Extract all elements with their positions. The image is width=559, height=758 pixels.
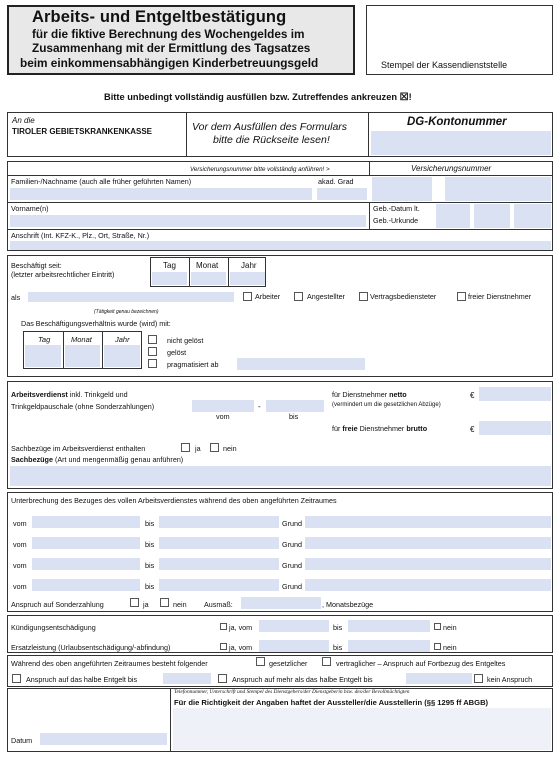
divider — [63, 331, 64, 369]
activity-hint: (Tätigkeit genau bezeichnen) — [94, 309, 159, 315]
bonus-no-label: nein — [173, 600, 187, 609]
addressee-name: TIROLER GEBIETSKRANKENKASSE — [12, 127, 153, 136]
termination-from-field[interactable] — [259, 620, 329, 632]
contractual-label: vertraglicher – Anspruch auf Fortbezug des Entgeltes — [336, 659, 506, 668]
type-freier-dienstnehmer-checkbox[interactable] — [457, 292, 466, 301]
relation-col-year: Jahr — [115, 335, 130, 344]
insurance-hint: Versicherungsnummer bitte vollständig anführen! > — [190, 166, 330, 173]
earnings-label-2: Trinkgeldpauschale (ohne Sonderzahlungen) — [11, 402, 155, 411]
divider — [369, 202, 370, 229]
no-claim-checkbox[interactable] — [474, 674, 483, 683]
type-arbeiter-label: Arbeiter — [255, 292, 281, 301]
backside-note-2: bitte die Rückseite lesen! — [213, 134, 330, 146]
since-year-field[interactable] — [230, 272, 265, 285]
date-label: Datum — [11, 736, 33, 745]
col-month: Monat — [196, 261, 219, 270]
addressee-label: An die — [12, 116, 35, 125]
as-label: als — [11, 293, 21, 302]
pragmatised-checkbox[interactable] — [148, 359, 157, 368]
interruption-to-label: bis — [145, 540, 155, 549]
form-subtitle-2: Zusammenhang mit der Ermittlung des Tagsatzes — [32, 41, 311, 55]
birthdate-month-field[interactable] — [474, 204, 510, 228]
termination-to-field[interactable] — [348, 620, 430, 632]
replacement-yes-label: ja, vom — [229, 643, 253, 652]
monthly-label: , Monatsbezüge — [322, 600, 374, 609]
interruption-reason-field[interactable] — [305, 516, 551, 528]
form-title: Arbeits- und Entgeltbestätigung — [32, 8, 287, 26]
signature-hint: Telefonnummer, Unterschrift und Stempel des Dienstgebers/der Dienstgeberin bzw. des/der Bevollmächtigten — [174, 689, 410, 695]
replacement-from-field[interactable] — [259, 640, 329, 652]
pragmatised-label: pragmatisiert ab — [167, 360, 219, 369]
stamp-label: Stempel der Kassendienststelle — [381, 60, 508, 70]
net-currency: € — [470, 391, 475, 400]
firstname-label: Vorname(n) — [11, 204, 49, 213]
address-field[interactable] — [10, 241, 551, 250]
employed-since-hint: (letzter arbeitsrechtlicher Eintritt) — [11, 270, 115, 279]
contractual-checkbox[interactable] — [322, 657, 331, 666]
gross-currency: € — [470, 425, 475, 434]
checked-box-icon: ☒ — [399, 92, 409, 103]
interruption-to-label: bis — [145, 561, 155, 570]
replacement-no-label: nein — [443, 643, 457, 652]
more-than-half-label: Anspruch auf mehr als das halbe Entgelt bis — [232, 675, 373, 684]
extent-label: Ausmaß: — [204, 600, 233, 609]
earnings-from-label: vom — [216, 412, 230, 421]
interruption-from-field[interactable] — [32, 579, 140, 591]
interruption-box — [7, 492, 553, 612]
termination-yes-label: ja, vom — [229, 623, 253, 632]
name-label: Familien-/Nachname (auch alle früher geführten Namen) — [11, 177, 192, 186]
interruption-to-field[interactable] — [159, 537, 279, 549]
relation-label: Das Beschäftigungsverhältnis wurde (wird) mit: — [21, 319, 171, 328]
backside-note-1: Vor dem Ausfüllen des Formulars — [192, 121, 348, 133]
liability-note: Für die Richtigkeit der Angaben haftet der Aussteller/die Ausstellerin (§§ 1295 ff ABGB) — [174, 698, 489, 707]
divider — [189, 257, 190, 287]
statutory-label: gesetzlicher — [269, 659, 308, 668]
degree-field[interactable] — [317, 188, 367, 200]
divider — [186, 112, 187, 157]
interruption-reason-label: Grund — [282, 561, 302, 570]
dissolved-checkbox[interactable] — [148, 347, 157, 356]
interruption-to-field[interactable] — [159, 558, 279, 570]
dissolved-label: gelöst — [167, 348, 187, 357]
termination-no-checkbox[interactable] — [434, 623, 441, 630]
termination-label: Kündigungsentschädigung — [11, 623, 96, 632]
divider — [102, 331, 103, 369]
more-than-half-date-field[interactable] — [406, 673, 472, 684]
name-field[interactable] — [10, 188, 312, 200]
divider — [228, 257, 229, 287]
extent-field[interactable] — [241, 597, 321, 609]
interruption-reason-field[interactable] — [305, 537, 551, 549]
birthdate-year-field[interactable] — [514, 204, 551, 228]
insurance-number-field-2[interactable] — [445, 177, 551, 201]
bonus-no-checkbox[interactable] — [160, 598, 169, 607]
earnings-to-label: bis — [289, 412, 299, 421]
type-vertragsbediensteter-label: Vertragsbediensteter — [370, 292, 437, 301]
earnings-to-field[interactable] — [266, 400, 324, 412]
birthdate-day-field[interactable] — [436, 204, 470, 228]
gross-label: für freie Dienstnehmer brutto — [332, 424, 428, 433]
termination-yes-checkbox[interactable] — [220, 623, 227, 630]
benefits-question: Sachbezüge im Arbeitsverdienst enthalten — [11, 444, 146, 453]
earnings-dash: - — [258, 402, 261, 411]
date-field[interactable] — [40, 733, 167, 745]
earnings-from-field[interactable] — [192, 400, 254, 412]
benefits-no-label: nein — [223, 444, 237, 453]
replacement-label: Ersatzleistung (Urlaubsentschädigung/-abfindung) — [11, 643, 171, 652]
interruption-to-field[interactable] — [159, 516, 279, 528]
since-day-field[interactable] — [152, 272, 187, 285]
interruption-label: Unterbrechung des Bezuges des vollen Arbeitsverdienstes während des oben angeführten Zeitraumes — [11, 496, 337, 505]
interruption-to-label: bis — [145, 519, 155, 528]
benefits-label: Sachbezüge (Art und mengenmäßig genau anführen) — [11, 455, 184, 464]
no-claim-label: kein Anspruch — [487, 675, 533, 684]
benefits-no-checkbox[interactable] — [210, 443, 219, 452]
half-pay-date-field[interactable] — [163, 673, 211, 684]
half-pay-checkbox[interactable] — [12, 674, 21, 683]
net-label: für Dienstnehmer netto — [332, 390, 407, 399]
bonus-label: Anspruch auf Sonderzahlung — [11, 600, 104, 609]
bonus-yes-checkbox[interactable] — [130, 598, 139, 607]
interruption-reason-field[interactable] — [305, 579, 551, 591]
type-freier-dienstnehmer-label: freier Dienstnehmer — [468, 292, 532, 301]
type-angestellter-checkbox[interactable] — [294, 292, 303, 301]
interruption-from-field[interactable] — [32, 516, 140, 528]
form-subtitle-3: beim einkommensabhängigen Kinderbetreuungsgeld — [20, 56, 319, 70]
birthdate-label-1: Geb.-Datum lt. — [373, 204, 420, 213]
interruption-reason-field[interactable] — [305, 558, 551, 570]
form-subtitle-1: für die fiktive Berechnung des Wochengeldes im — [32, 27, 305, 41]
activity-field[interactable] — [28, 292, 234, 302]
account-number-field[interactable] — [371, 131, 551, 155]
interruption-from-label: vom — [13, 561, 27, 570]
continued-pay-text-1: Während des oben angeführten Zeitraumes besteht folgender — [11, 659, 208, 668]
interruption-from-label: vom — [13, 540, 27, 549]
relation-day-field[interactable] — [25, 345, 61, 367]
interruption-from-label: vom — [13, 519, 27, 528]
interruption-from-field[interactable] — [32, 558, 140, 570]
col-year: Jahr — [241, 261, 257, 270]
statutory-checkbox[interactable] — [256, 657, 265, 666]
bonus-yes-label: ja — [143, 600, 149, 609]
insurance-number-field-1[interactable] — [372, 177, 432, 201]
col-day: Tag — [163, 261, 176, 270]
not-dissolved-checkbox[interactable] — [148, 335, 157, 344]
relation-month-field[interactable] — [65, 345, 100, 367]
benefits-yes-label: ja — [195, 444, 201, 453]
not-dissolved-label: nicht gelöst — [167, 336, 204, 345]
divider — [170, 688, 171, 752]
divider — [368, 112, 369, 157]
since-month-field[interactable] — [191, 272, 226, 285]
benefits-field[interactable] — [10, 466, 551, 486]
replacement-yes-checkbox[interactable] — [220, 643, 227, 650]
address-label: Anschrift (Int. KFZ-K., Plz., Ort, Straße, Nr.) — [11, 231, 150, 240]
type-arbeiter-checkbox[interactable] — [243, 292, 252, 301]
replacement-to-field[interactable] — [348, 640, 430, 652]
replacement-no-checkbox[interactable] — [434, 643, 441, 650]
earnings-label: Arbeitsverdienst inkl. Trinkgeld und — [11, 390, 128, 399]
benefits-yes-checkbox[interactable] — [181, 443, 190, 452]
degree-label: akad. Grad — [318, 177, 354, 186]
type-vertragsbediensteter-checkbox[interactable] — [359, 292, 368, 301]
interruption-to-field[interactable] — [159, 579, 279, 591]
termination-no-label: nein — [443, 623, 457, 632]
interruption-to-label: bis — [145, 582, 155, 591]
net-amount-field[interactable] — [479, 387, 551, 401]
divider — [7, 229, 553, 230]
replacement-to-label: bis — [333, 643, 343, 652]
net-hint: (vermindert um die gesetzlichen Abzüge) — [332, 402, 441, 408]
more-than-half-checkbox[interactable] — [218, 674, 227, 683]
firstname-field[interactable] — [10, 215, 366, 227]
interruption-from-label: vom — [13, 582, 27, 591]
employed-since-label: Beschäftigt seit: — [11, 261, 62, 270]
divider — [369, 161, 370, 175]
divider — [7, 175, 553, 176]
insurance-label: Versicherungsnummer — [411, 164, 492, 173]
relation-year-field[interactable] — [104, 345, 140, 367]
account-label: DG-Kontonummer — [407, 116, 507, 128]
relation-col-month: Monat — [71, 335, 92, 344]
interruption-reason-label: Grund — [282, 582, 302, 591]
divider — [7, 202, 553, 203]
signature-field[interactable] — [173, 708, 551, 750]
interruption-reason-label: Grund — [282, 519, 302, 528]
pragmatised-date-field[interactable] — [237, 358, 365, 370]
interruption-reason-label: Grund — [282, 540, 302, 549]
type-angestellter-label: Angestellter — [307, 292, 345, 301]
birthdate-label-2: Geb.-Urkunde — [373, 216, 419, 225]
interruption-from-field[interactable] — [32, 537, 140, 549]
instruction-text: Bitte unbedingt vollständig ausfüllen bzw. Zutreffendes ankreuzen ☒! — [104, 92, 412, 103]
gross-amount-field[interactable] — [479, 421, 551, 435]
half-pay-label: Anspruch auf das halbe Entgelt bis — [26, 675, 138, 684]
relation-col-day: Tag — [38, 335, 51, 344]
termination-to-label: bis — [333, 623, 343, 632]
